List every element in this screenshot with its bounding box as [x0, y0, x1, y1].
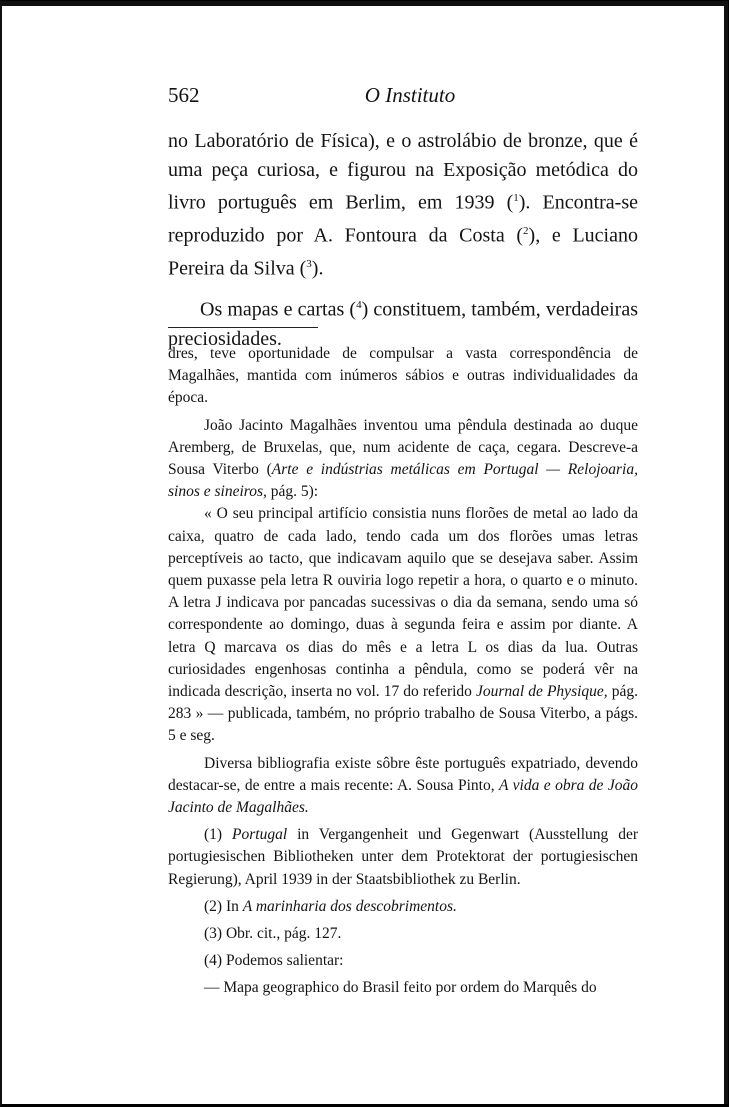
footnote-2	[168, 896, 638, 918]
fn2-title: A marinharia dos descobrimentos.	[242, 897, 457, 915]
scan-edge-right	[724, 1, 728, 1104]
fn1-mark: (1)	[204, 826, 233, 844]
p1-text-d: ).	[311, 257, 324, 280]
page-number: 562	[168, 83, 200, 107]
footnote-ref-1: 1	[513, 192, 519, 204]
footnote-ref-4: 4	[356, 299, 362, 312]
note-paragraph-quote	[168, 503, 638, 747]
fn2-mark: (2) In	[204, 897, 243, 915]
n4-title: A vida e obra de João Jacinto de Magalhães.	[168, 776, 638, 817]
footnote-1	[168, 824, 638, 891]
footnotes	[168, 343, 638, 1000]
footnote-3: (3) Obr. cit., pág. 127.	[204, 925, 342, 943]
n3-title: Journal de Physique,	[475, 683, 608, 701]
n3-text-a: « O seu principal artifício consistia nuns florões de metal ao lado da caixa, quatro de cada lado, tendo cada um dos florões umas letras perceptíveis ao tacto, que indicavam aquilo que se desejava saber. Assim quem puxasse pela letra R ouviria logo repetir a hora, o quarto e o minuto. A letra J indicava por pancadas sucessivas o dia da semana, sendo uma só correspondente ao domingo, duas à segunda feira e assim por diante. A letra Q marcava os dias do mês e a letra L os dias da lua. Outras curiosidades engenhosas continha a pêndula, como se poderá vêr na indicada descrição, inserta no vol. 17 do referido	[168, 505, 638, 701]
note-paragraph-bibliography	[168, 753, 638, 820]
footnote-ref-2: 2	[523, 225, 529, 238]
fn1-title: Portugal	[232, 826, 288, 844]
fn1-text: in Vergangenheit und Gegenwart (Ausstellung der portugiesischen Bibliotheken unter dem Protektorat der portugiesischen Regierung), April 1939 in der Staatsbibliothek zu Berlin.	[168, 826, 638, 888]
footnote-separator	[168, 327, 318, 328]
n4-text-a: Diversa bibliografia existe sôbre êste português expatriado, devendo destacar-se, de entre a mais recente: A. Sousa Pinto,	[168, 754, 638, 794]
scan-edge-top	[2, 1, 728, 6]
footnote-4-item: — Mapa geographico do Brasil feito por ordem do Marquês do	[204, 979, 597, 997]
page-header	[168, 83, 638, 113]
footnote-4: (4) Podemos salientar:	[204, 952, 344, 970]
p1-text-c: ), e Luciano Pereira da Silva (	[168, 224, 638, 280]
p2-text-a: Os mapas e cartas (	[200, 299, 357, 322]
footnote-ref-3: 3	[306, 258, 312, 271]
n3-text-b: pág. 283 » — publicada, também, no próprio trabalho de Sousa Viterbo, a págs. 5 e seg.	[168, 683, 638, 745]
n2-title: Arte e indústrias metálicas em Portugal — Relojoaria, sinos e sineiros,	[168, 461, 638, 501]
p1-text-a: no Laboratório de Física), e o astrolábio de bronze, que é uma peça curiosa, e figurou na Exposição metódica do livro português em Berlim, em 1939 (	[168, 130, 638, 214]
p2-text-b: ) constituem, também, verdadeiras preciosidades.	[168, 299, 638, 350]
n2-text-b: pág. 5):	[266, 483, 319, 501]
note-continuation: dres, teve oportunidade de compulsar a vasta correspondência de Magalhães, mantida com inúmeros sábios e outras individualidades da época.	[168, 345, 638, 407]
running-title: O Instituto	[364, 83, 456, 107]
main-paragraph-1	[168, 127, 638, 283]
note-paragraph-pendula	[168, 415, 638, 504]
n2-text-a: João Jacinto Magalhães inventou uma pêndula destinada ao duque Aremberg, de Bruxelas, que, num acidente de caça, cegara. Descreve-a Sousa Viterbo (	[168, 416, 638, 479]
p1-text-b: ). Encontra-se reproduzido por A. Fontoura da Costa (	[168, 191, 638, 247]
main-text	[168, 127, 638, 353]
